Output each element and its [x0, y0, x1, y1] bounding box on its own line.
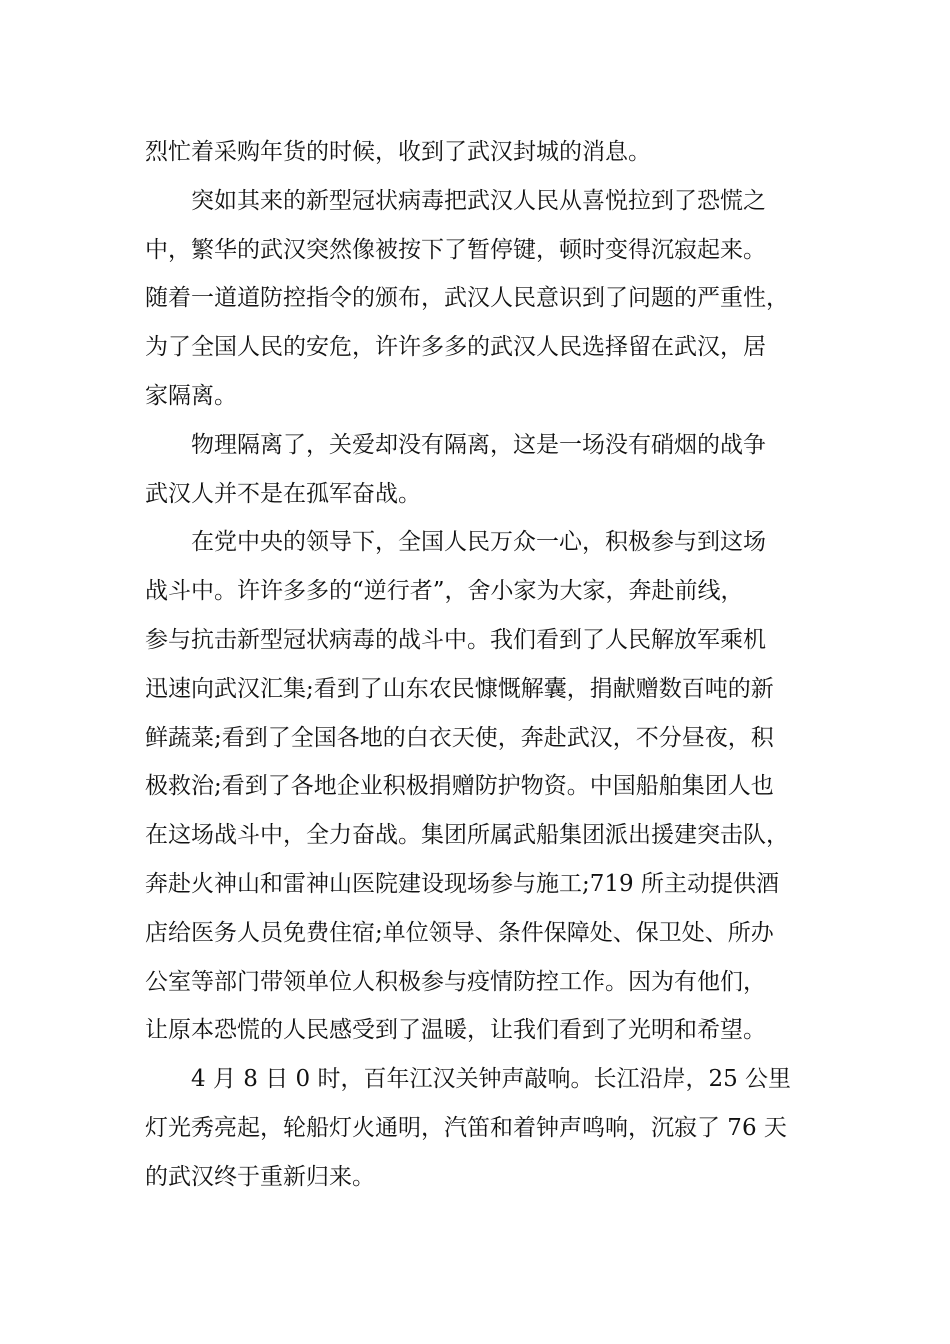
paragraph-3	[145, 421, 825, 519]
text-line: 4 月 8 日 0 时，百年江汉关钟声敲响。长江沿岸，25 公里	[191, 1066, 792, 1093]
text-line: 中，繁华的武汉突然像被按下了暂停键，顿时变得沉寂起来。	[145, 236, 766, 263]
paragraph-2	[145, 177, 825, 421]
document-body	[145, 128, 825, 1202]
text-line: 物理隔离了，关爱却没有隔离，这是一场没有硝烟的战争	[191, 431, 766, 458]
text-line: 烈忙着采购年货的时候，收到了武汉封城的消息。	[145, 139, 651, 165]
text-line: 公室等部门带领单位人积极参与疫情防控工作。因为有他们，	[145, 968, 766, 995]
text-line: 迅速向武汉汇集;看到了山东农民慷慨解囊，捐献赠数百吨的新	[145, 675, 774, 702]
text-line: 武汉人并不是在孤军奋战。	[145, 480, 421, 507]
text-line: 鲜蔬菜;看到了全国各地的白衣天使，奔赴武汉，不分昼夜，积	[145, 724, 774, 751]
text-line: 让原本恐慌的人民感受到了温暖，让我们看到了光明和希望。	[145, 1017, 766, 1044]
paragraph-4	[145, 518, 825, 1055]
paragraph-1	[145, 128, 825, 177]
text-line: 随着一道道防控指令的颁布，武汉人民意识到了问题的严重性，	[145, 285, 789, 312]
text-line: 在这场战斗中，全力奋战。集团所属武船集团派出援建突击队，	[145, 822, 789, 849]
text-line: 家隔离。	[145, 382, 237, 409]
text-line: 灯光秀亮起，轮船灯火通明，汽笛和着钟声鸣响，沉寂了 76 天	[145, 1114, 787, 1141]
text-line: 在党中央的领导下，全国人民万众一心，积极参与到这场	[191, 529, 766, 556]
text-line: 战斗中。许许多多的“逆行者”，舍小家为大家，奔赴前线，	[145, 578, 744, 605]
text-line: 店给医务人员免费住宿;单位领导、条件保障处、保卫处、所办	[145, 919, 774, 946]
text-line: 奔赴火神山和雷神山医院建设现场参与施工;719 所主动提供酒	[145, 870, 779, 897]
text-line: 参与抗击新型冠状病毒的战斗中。我们看到了人民解放军乘机	[145, 626, 766, 653]
text-line: 为了全国人民的安危，许许多多的武汉人民选择留在武汉，居	[145, 334, 766, 361]
paragraph-5	[145, 1055, 825, 1201]
text-line: 突如其来的新型冠状病毒把武汉人民从喜悦拉到了恐慌之	[191, 187, 766, 214]
text-line: 的武汉终于重新归来。	[145, 1163, 375, 1190]
text-line: 极救治;看到了各地企业积极捐赠防护物资。中国船舶集团人也	[145, 773, 774, 800]
